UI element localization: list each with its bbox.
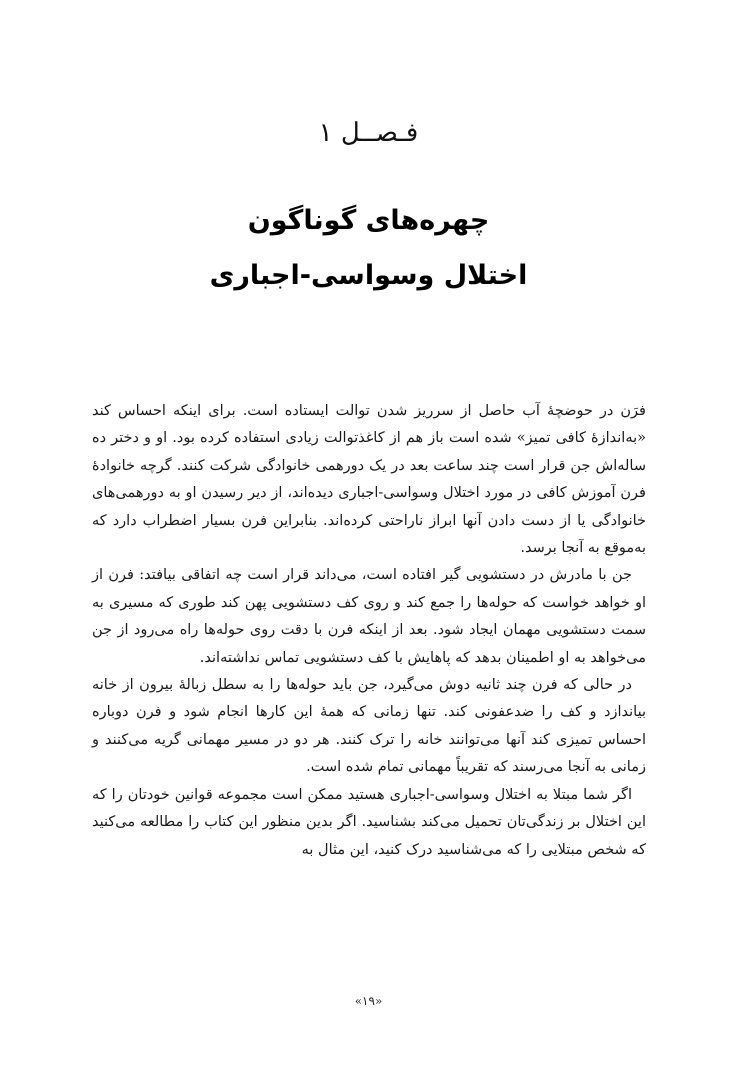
chapter-subtitle: اختلال وسواسی-اجباری — [209, 260, 528, 291]
chapter-label: فـصــل ۱ — [318, 118, 419, 148]
body-text — [92, 398, 646, 864]
paragraph: جن با مادرش در دستشویی گیر افتاده است، می‌داند قرار است چه اتفاقی بیافتد: فرن از او خواهد خواست که حوله‌ها را جمع کند و روی کف دستشویی پهن کند طوری که مسیری به سمت دستشویی مهمان ایجاد شود. بعد از اینکه فرن با دقت روی حوله‌ها راه می‌رود از جن می‌خواهد به او اطمینان بدهد که پاهایش با کف دستشویی تماس نداشته‌اند. — [92, 567, 646, 666]
page-number: «۱۹» — [354, 994, 383, 1008]
chapter-title: چهره‌های گوناگون — [247, 205, 490, 236]
paragraph: اگر شما مبتلا به اختلال وسواسی-اجباری هستید ممکن است مجموعه قوانین خودتان را که این اختلال بر زندگی‌تان تحمیل می‌کند بشناسید. اگر بدین منظور این کتاب را مطالعه می‌کنید که شخص مبتلایی را که می‌شناسید درک کنید، این مثال به — [92, 786, 646, 858]
paragraph: فرَن در حوضچهٔ آب حاصل از سرریز شدن توالت ایستاده است. برای اینکه احساس کند «به‌اندازهٔ کافی تمیز» شده است باز هم از کاغذتوالت زیادی استفاده کرده بود. او و دختر ده ساله‌اش جن قرار است چند ساعت بعد در یک دورهمی خانوادگی شرکت کنند. گرچه خانوادهٔ فرن آموزش کافی در مورد اختلال وسواسی-اجباری دیده‌اند، از دیر رسیدن او به دورهمی‌های خانوادگی یا از دست دادن آنها ابراز ناراحتی کرده‌اند. بنابراین فرن بسیار اضطراب دارد که به‌موقع به آنجا برسد. — [92, 403, 646, 557]
paragraph: در حالی که فرن چند ثانیه دوش می‌گیرد، جن باید حوله‌ها را به سطل زبالهٔ بیرون از خانه بیاندازد و کف را ضدعفونی کند. تنها زمانی که همهٔ این کارها انجام شود و فرن دوباره احساس تمیزی کند آنها می‌توانند خانه را ترک کنند. هر دو در مسیر مهمانی گریه می‌کنند و زمانی به آنجا می‌رسند که تقریباً مهمانی تمام شده است. — [92, 677, 646, 776]
